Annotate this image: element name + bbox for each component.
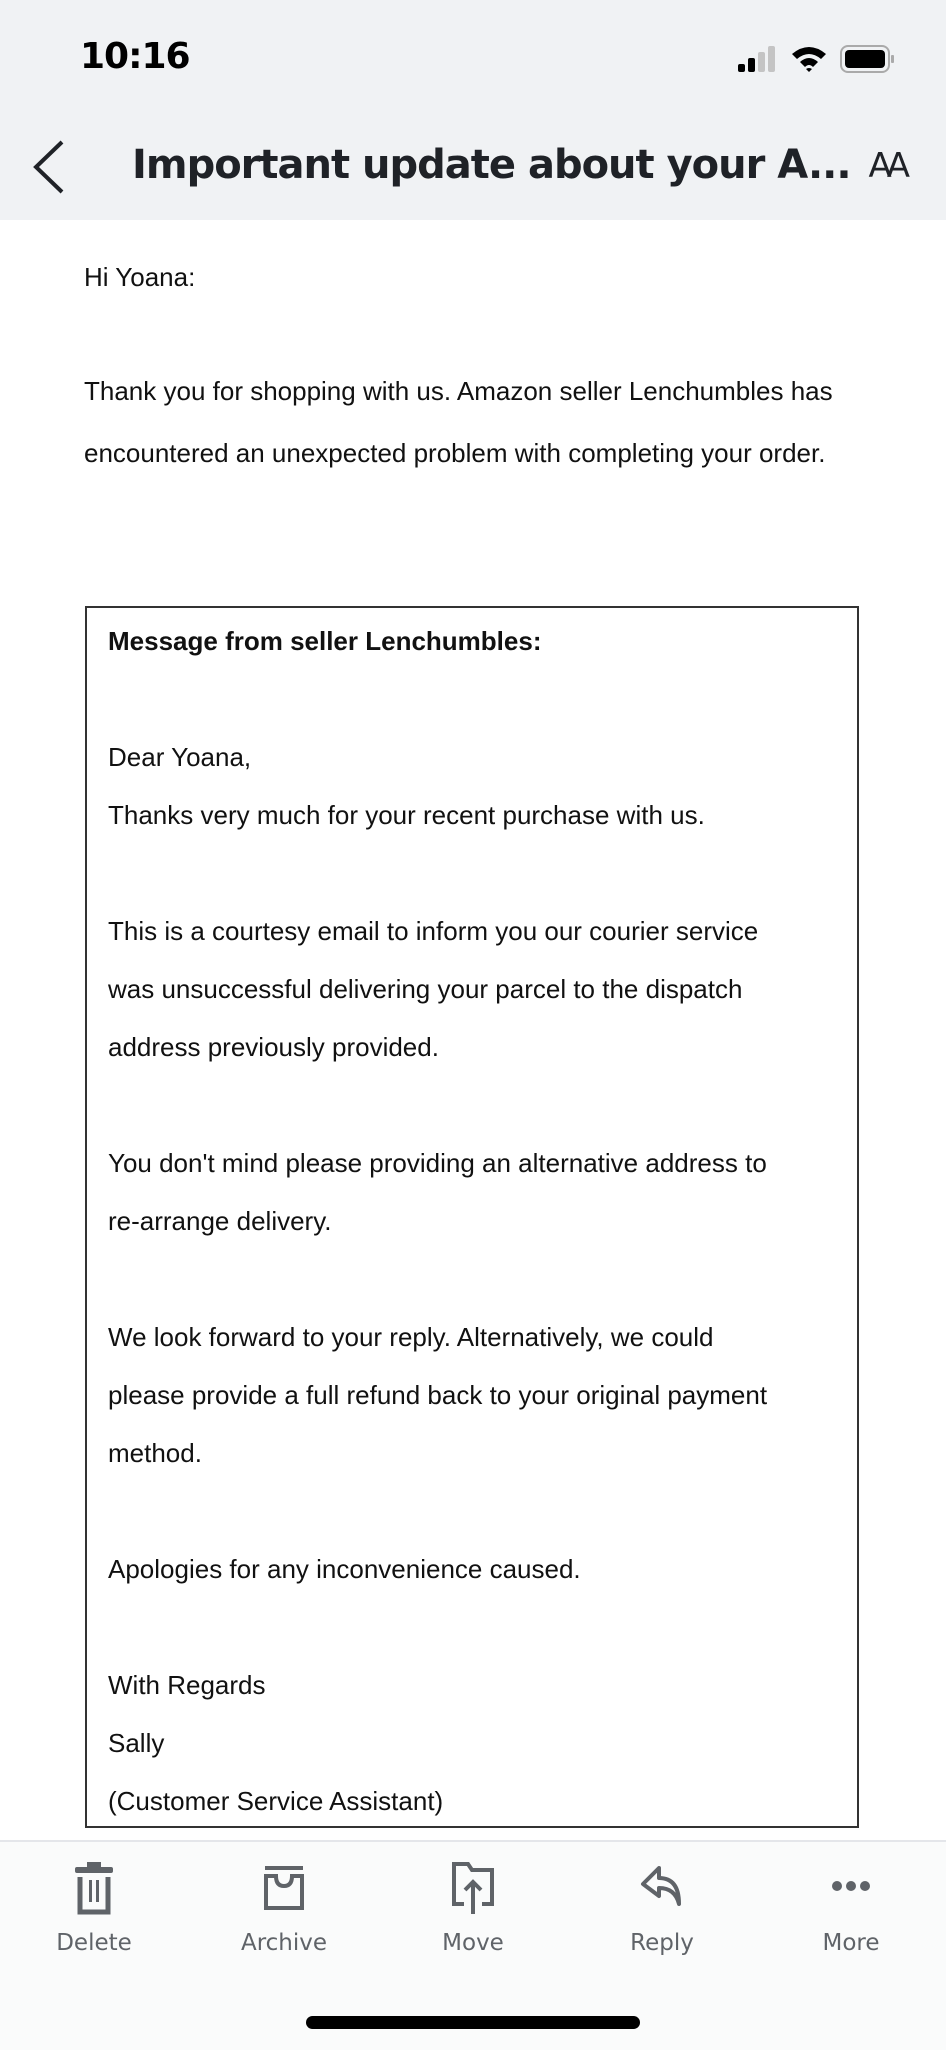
seller-message-line: method. xyxy=(108,1438,202,1468)
top-bar xyxy=(0,0,946,220)
move-button[interactable] xyxy=(403,1860,543,1956)
email-subject-title: Important update about your A... xyxy=(132,142,851,188)
seller-message-line: This is a courtesy email to inform you our courier service xyxy=(108,916,759,946)
seller-message-line: Apologies for any inconvenience caused. xyxy=(108,1554,581,1584)
seller-message-line: Sally xyxy=(108,1728,165,1758)
reply-label: Reply xyxy=(630,1930,694,1956)
seller-message-box xyxy=(85,606,859,1828)
more-dots-icon xyxy=(826,1860,876,1916)
seller-message-line: Dear Yoana, xyxy=(108,742,252,772)
wifi-icon xyxy=(790,44,828,74)
email-greeting: Hi Yoana: xyxy=(84,262,196,292)
move-label: Move xyxy=(442,1930,504,1956)
delete-label: Delete xyxy=(56,1930,132,1956)
email-intro: Thank you for shopping with us. Amazon seller Lenchumbles has encountered an unexpected problem with completing your order. xyxy=(84,376,833,468)
seller-message-line: Thanks very much for your recent purchase with us. xyxy=(108,800,705,830)
text-size-button[interactable]: AA xyxy=(868,146,904,186)
seller-message-heading: Message from seller Lenchumbles: xyxy=(108,626,542,656)
archive-label: Archive xyxy=(240,1930,328,1956)
reply-button[interactable] xyxy=(592,1860,732,1956)
blank-line xyxy=(108,1482,767,1540)
blank-line xyxy=(108,670,767,728)
seller-message-line: With Regards xyxy=(108,1670,266,1700)
delete-button[interactable] xyxy=(24,1860,164,1956)
blank-line xyxy=(108,1598,767,1656)
status-time: 10:16 xyxy=(80,36,190,77)
trash-icon xyxy=(69,1860,119,1916)
battery-icon xyxy=(840,44,896,74)
seller-message-line: We look forward to your reply. Alternatively, we could xyxy=(108,1322,714,1352)
seller-message-line: (Customer Service Assistant) xyxy=(108,1786,444,1816)
signal-icon xyxy=(738,44,778,74)
blank-line xyxy=(108,844,767,902)
seller-message-line: You don't mind please providing an alternative address to xyxy=(108,1148,767,1178)
seller-message-line: re-arrange delivery. xyxy=(108,1206,332,1236)
blank-line xyxy=(108,1250,767,1308)
seller-message-line: address previously provided. xyxy=(108,1032,439,1062)
blank-line xyxy=(108,1076,767,1134)
archive-button[interactable] xyxy=(214,1860,354,1956)
seller-message-line: please provide a full refund back to your original payment xyxy=(108,1380,768,1410)
more-button[interactable] xyxy=(781,1860,921,1956)
move-folder-icon xyxy=(448,1860,498,1916)
archive-icon xyxy=(259,1860,309,1916)
status-icons xyxy=(738,44,896,74)
more-label: More xyxy=(822,1930,880,1956)
reply-icon xyxy=(637,1860,687,1916)
seller-message-line: was unsuccessful delivering your parcel to the dispatch xyxy=(108,974,743,1004)
home-indicator[interactable] xyxy=(306,2016,640,2029)
back-chevron-icon[interactable] xyxy=(30,140,70,194)
